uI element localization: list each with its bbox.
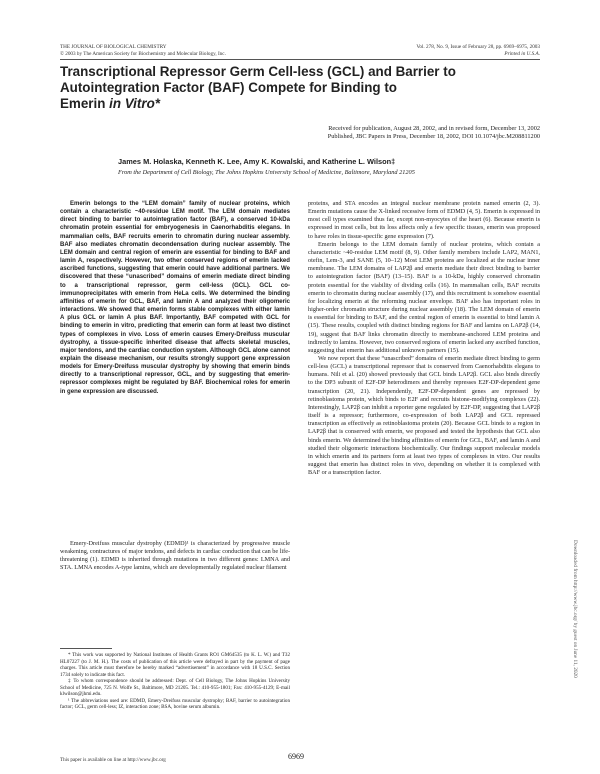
volume-line: Vol. 278, No. 9, Issue of February 28, pp. 6969–6975, 2003 [416,44,540,50]
abstract [60,200,290,396]
title-line-2: Autointegration Factor (BAF) Compete for Binding to [60,80,397,95]
article-title [60,64,530,112]
title-line-3-italic: in Vitro* [109,96,160,111]
footnote-rule [60,648,112,649]
issue-header [416,44,540,58]
printed-line: Printed in U.S.A. [504,51,540,57]
author-list: James M. Holaska, Kenneth K. Lee, Amy K. Kowalski, and Katherine L. Wilson‡ [118,157,396,166]
journal-header [60,44,226,58]
header-rule [60,59,540,60]
footnotes [60,652,290,711]
footnote-correspondence: ‡ To whom correspondence should be addressed: Dept. of Cell Biology, The Johns Hopkins University School of Medicine, 725 N. Wolfe St., Baltimore, MD 21205. Tel.: 410-955-1801; Fax: 410-955-4129; E-mail klwilson@jhmi.edu. [60,678,290,698]
right-paragraph-3: We now report that these “unascribed” domains of emerin mediate direct binding to germ cell-less (GCL) a transcriptional repressor that is conserved from Caenorhabditis elegans to humans. Nili et al. (20) showed previously that GCL binds LAP2β. GCL also binds directly to the DP3 subunit of E2F-DP heterodimers and thereby represses E2F-DP-dependent gene transcription (20, 21). Independently, E2F-DP-dependent genes are repressed by retinoblastoma protein, which binds to E2F and recruits histone-modifying complexes (22). Interestingly, LAP2β can inhibit a reporter gene regulated by E2F-DP, suggesting that LAP2β itself is a repressor; furthermore, co-expression of both LAP2β and GCL repressed transcription as effectively as retinoblastoma protein (20). Because GCL binds to a region in LAP2β that is conserved with emerin, we proposed and tested the hypothesis that GCL also binds emerin. We determined the binding affinities of emerin for GCL, BAF, and lamin A and studied their oligomeric interactions biochemically. Our findings support molecular models in which emerin and its partners form at least two types of complexes in vitro. Our results suggest that emerin has distinct roles in vivo, depending on whether it is complexed with BAF or a transcription factor. [308,354,540,477]
footnote-funding: * This work was supported by National Institutes of Health Grants RO1 GM64535 (to K. L. W.) and T32 HL07227 (to J. M. H.). The costs of publication of this article were defrayed in part by the payment of page charges. This article must therefore be hereby marked “advertisement” in accordance with 18 U.S.C. Section 1734 solely to indicate this fact. [60,652,290,678]
published-line: Published, JBC Papers in Press, December 18, 2002, DOI 10.1074/jbc.M208811200 [327,133,540,141]
received-line: Received for publication, August 28, 2002, and in revised form, December 13, 2002 [328,125,540,132]
intro-left-column [60,540,290,573]
title-line-1: Transcriptional Repressor Germ Cell-less (GCL) and Barrier to [60,64,456,79]
intro-paragraph: Emery-Dreifuss muscular dystrophy (EDMD)¹ is characterized by progressive muscle weakening, contractures of major tendons, and defects in cardiac conduction that can be life-threatening (1). EDMD is inherited through mutations in two different genes: LMNA and STA. LMNA encodes A-type lamins, which are developmentally regulated nuclear filament [60,540,290,572]
abstract-text: Emerin belongs to the “LEM domain” family of nuclear proteins, which contain a characteristic ~40-residue LEM motif. The LEM domain mediates direct binding to barrier to autointegration factor (BAF), a conserved 10-kDa chromatin protein essential for embryogenesis in Caenorhabditis elegans. In mammalian cells, BAF recruits emerin to chromatin during nuclear assembly. BAF also mediates chromatin decondensation during nuclear assembly. The LEM domain and central region of emerin are essential for binding to BAF and lamin A, respectively. However, two other conserved regions of emerin lacked ascribed functions, suggesting that emerin could have additional partners. We discovered that these “unascribed” domains of emerin mediate direct binding to a transcriptional repressor, germ cell-less (GCL). GCL co-immunoprecipitates with emerin from HeLa cells. We determined the binding affinities of emerin for GCL, BAF, and lamin A and analyzed their oligomeric interactions. We showed that emerin forms stable complexes with either lamin A plus GCL or lamin A plus BAF. Importantly, BAF competed with GCL for binding to emerin in vitro, predicting that emerin can form at least two distinct types of complexes in vivo. Loss of emerin causes Emery-Dreifuss muscular dystrophy, a tissue-specific inherited disease that affects skeletal muscles, major tendons, and the cardiac conduction system. Although GCL alone cannot explain the disease mechanism, our results strongly support gene expression models for Emery-Dreifuss muscular dystrophy by showing that emerin binds directly to a transcriptional repressor, GCL, and by suggesting that emerin-repressor complexes might be regulated by BAF. Biochemical roles for emerin in gene expression are discussed. [60,201,290,395]
right-paragraph-2: Emerin belongs to the LEM domain family of nuclear proteins, which contain a characteristic ~40-residue LEM motif (8, 9). Other family members include LAP2, MAN1, otefin, Lem-3, and SANE (5, 10–12) Most LEM proteins are localized at the nuclear inner membrane. The LEM domains of LAP2β and emerin mediate their direct binding to barrier to autointegration factor (BAF) (13–15). BAF is a 10-kDa, highly conserved chromatin protein essential for the viability of dividing cells (16). In mammalian cells, BAF recruits emerin to chromatin during nuclear assembly (17), and this recruitment is somehow essential for localizing emerin at the reforming nuclear envelope. BAF also has important roles in higher-order chromatin structure during nuclear assembly (18). The LEM domain of emerin is essential for binding to BAF, and the central region of emerin is essential to bind lamin A (15). These results, coupled with distinct binding regions for BAF and lamins on LAP2β (14, 19), suggest that BAF links chromatin directly to membrane-anchored LEM proteins and indirectly to lamins. However, two conserved regions of emerin lacked any ascribed function, suggesting that emerin has additional unknown partners (15). [308,240,540,354]
journal-name: THE JOURNAL OF BIOLOGICAL CHEMISTRY [60,44,167,50]
footnote-abbreviations: ¹ The abbreviations used are: EDMD, Emery-Dreifuss muscular dystrophy; BAF, barrier to autointegration factor; GCL, germ cell-less; IZ, interaction zone; BSA, bovine serum albumin. [60,697,290,711]
copyright-line: © 2003 by The American Society for Biochemistry and Molecular Biology, Inc. [60,51,226,57]
right-column [308,200,540,477]
affiliation: From the Department of Cell Biology, The Johns Hopkins University School of Medicine, Baltimore, Maryland 21205 [118,169,415,176]
right-paragraph-1: proteins, and STA encodes an integral nuclear membrane protein named emerin (2, 3). Emerin mutations cause the X-linked recessive form of EDMD (4, 5). Emerin is expressed in most cell types examined thus far, except non-myocytes of the heart (6). Because emerin is expressed in most cells, but its loss affects only a few specific tissues, emerin was proposed to have roles in tissue-specific gene expression (7). [308,200,540,240]
publication-history [140,125,540,142]
download-watermark: Downloaded from http://www.jbc.org/ by guest on June 11, 2020 [572,540,578,678]
title-line-3: Emerin [60,96,110,111]
page-number: 6969 [288,752,304,761]
online-availability-note: This paper is available on line at http://www.jbc.org [60,757,166,763]
